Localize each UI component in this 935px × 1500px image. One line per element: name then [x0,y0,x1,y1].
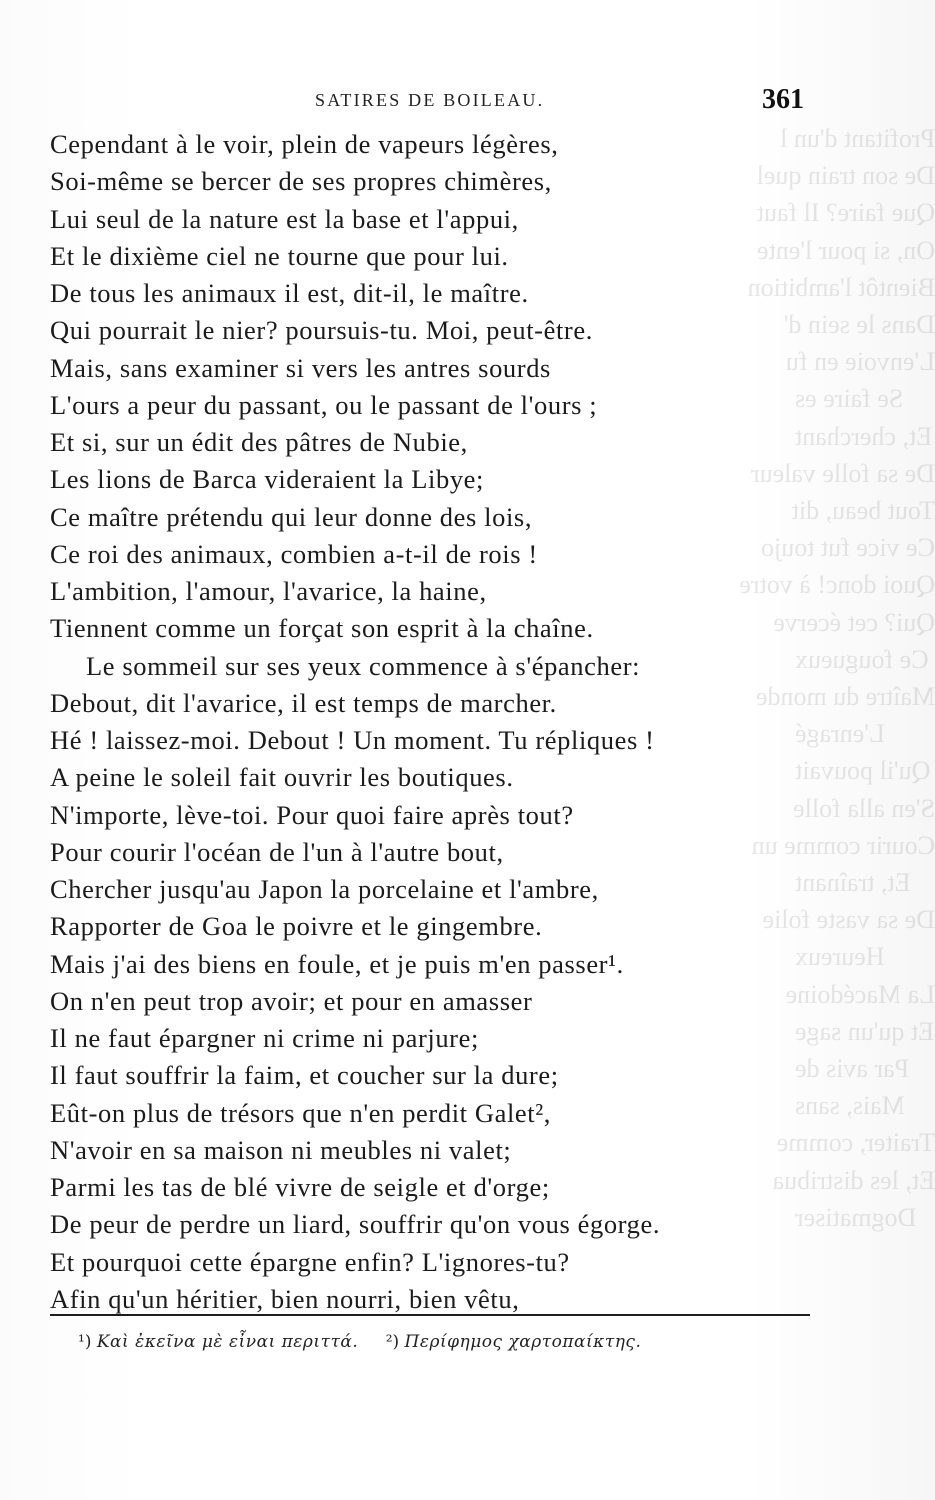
verse-line: Mais, sans examiner si vers les antres sourds [50,352,551,383]
poem-verses [50,126,840,1318]
footnote-2-mark: ²) [385,1332,400,1352]
verse-line: Il faut souffrir la faim, et coucher sur la dure; [50,1060,559,1091]
verse-line: Les lions de Barca videraient la Libye; [50,464,484,495]
footnote-divider [50,1314,810,1316]
footnote-2-text: Περίφημος χαρτοπαίκτης. [404,1332,642,1352]
verse-line: Pour courir l'océan de l'un à l'autre bout, [50,836,504,867]
page-number: 361 [762,84,804,115]
verse-line: Soi-même se bercer de ses propres chimères, [50,166,552,197]
verse-line: Mais j'ai des biens en foule, et je puis m'en passer¹. [50,948,624,979]
verse-line: Parmi les tas de blé vivre de seigle et d'orge; [50,1172,550,1202]
verse-line: Tiennent comme un forçat son esprit à la chaîne. [50,613,594,644]
verse-line: L'ours a peur du passant, ou le passant de l'ours ; [50,389,598,420]
page-header [0,84,935,118]
verse-line: Et le dixième ciel ne tourne que pour lui. [50,240,509,271]
verse-line: Et pourquoi cette épargne enfin? L'ignores-tu? [50,1246,570,1277]
verse-line: De tous les animaux il est, dit-il, le maître. [50,278,529,308]
verse-line: Ce roi des animaux, combien a-t-il de rois ! [50,538,538,569]
footnote-2 [386,1332,642,1352]
verse-line: Eût-on plus de trésors que n'en perdit Galet², [50,1097,552,1128]
verse-line: Et si, sur un édit des pâtres de Nubie, [50,427,468,457]
verse-line: Lui seul de la nature est la base et l'appui, [50,203,519,234]
verse-line: A peine le soleil fait ouvrir les boutiques. [50,762,514,793]
footnote-1 [78,1332,358,1352]
verse-line: Chercher jusqu'au Japon la porcelaine et l'ambre, [50,874,599,904]
verse-line: L'ambition, l'amour, l'avarice, la haine, [50,576,487,606]
verse-line: Afin qu'un héritier, bien nourri, bien vêtu, [50,1283,520,1314]
footnotes [78,1332,798,1352]
verse-line: Le sommeil sur ses yeux commence à s'épancher: [86,650,641,681]
verse-line: Rapporter de Goa le poivre et le gingembre. [50,911,543,942]
verse-line: N'avoir en sa maison ni meubles ni valet; [50,1134,512,1165]
verse-line: Qui pourrait le nier? poursuis-tu. Moi, peut-être. [50,315,593,346]
verse-line: Hé ! laissez-moi. Debout ! Un moment. Tu répliques ! [50,725,655,755]
footnote-1-mark: ¹) [78,1332,92,1352]
verse-line: Il ne faut épargner ni crime ni parjure; [50,1023,479,1053]
bleed-through-text: Profitant d'un l De son train quel Que faire? Il faut On, si pour l'ente Bientôt l'ambition Dans le sein d' L'envoie en fu Se faire es Et, cherchant De sa folle valeur Tout beau, dit Ce vice fut toujo Quoi donc! à votre Qui? cet écerve Ce fougueux Maître du monde L'enragé Qu'il pouvait S'en alla folle Courir comme un Et, traînant De sa vaste folie Heureux La Macédoine Et qu'un sage Par avis de Mais, sans Traiter, comme Et, les distribua Dogmatiser [739,124,935,1232]
verse-line: Ce maître prétendu qui leur donne des lois, [50,501,533,532]
footnote-1-text: Καὶ ἐκεῖνα μὲ εἶναι περιττά. [96,1332,359,1352]
running-title: SATIRES DE BOILEAU. [315,90,545,110]
verse-line: De peur de perdre un liard, souffrir qu'on vous égorge. [50,1209,661,1240]
verse-line: On n'en peut trop avoir; et pour en amasser [50,985,533,1016]
verse-line: N'importe, lève-toi. Pour quoi faire après tout? [50,799,574,830]
verse-line: Debout, dit l'avarice, il est temps de marcher. [50,687,557,718]
verse-line: Cependant à le voir, plein de vapeurs légères, [50,129,559,159]
